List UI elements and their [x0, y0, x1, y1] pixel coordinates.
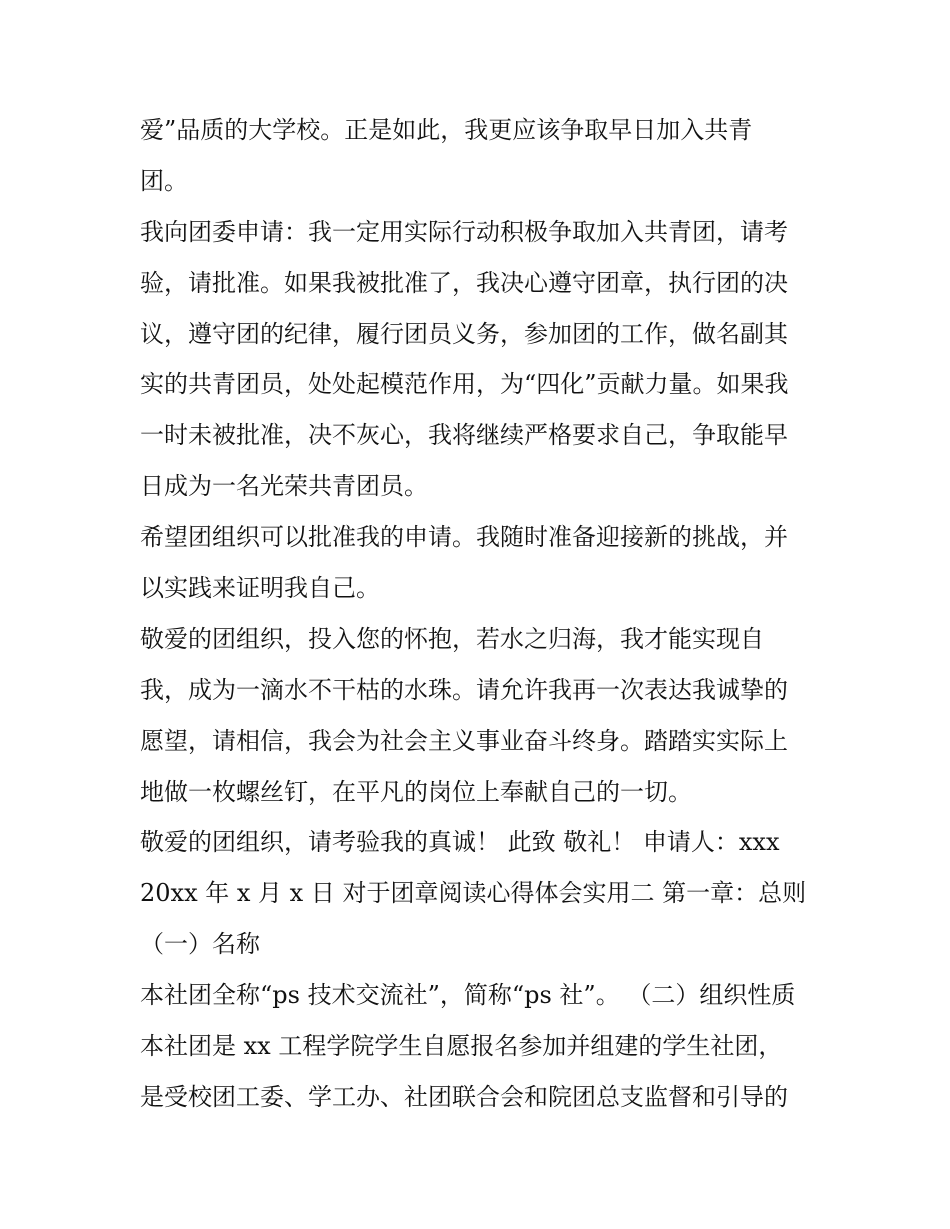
text-line: 一时未被批准，决不灰心，我将继续严格要求自己，争取能早	[140, 421, 788, 450]
document-body	[140, 105, 820, 1123]
text-line: 议，遵守团的纪律，履行团员义务，参加团的工作，做名副其	[140, 319, 788, 348]
text-line: 愿望，请相信，我会为社会主义事业奋斗终身。踏踏实实际上	[140, 726, 788, 755]
text-line: 本社团全称“ps 技术交流社”，简称“ps 社”。 （二）组织性质	[140, 981, 796, 1010]
text-line: 验，请批准。如果我被批准了，我决心遵守团章，执行团的决	[140, 268, 788, 297]
text-line: 20xx 年 x 月 x 日 对于团章阅读心得体会实用二 第一章：总则	[140, 879, 807, 908]
text-line: （一）名称	[140, 930, 260, 959]
text-line: 地做一枚螺丝钉，在平凡的岗位上奉献自己的一切。	[140, 777, 692, 806]
text-line: 我向团委申请：我一定用实际行动积极争取加入共青团，请考	[140, 217, 788, 246]
text-line: 本社团是 xx 工程学院学生自愿报名参加并组建的学生社团，	[140, 1032, 783, 1061]
text-line: 希望团组织可以批准我的申请。我随时准备迎接新的挑战，并	[140, 523, 788, 552]
text-line: 敬爱的团组织，投入您的怀抱，若水之归海，我才能实现自	[140, 624, 764, 653]
text-line: 我，成为一滴水不干枯的水珠。请允许我再一次表达我诚挚的	[140, 675, 788, 704]
text-line: 日成为一名光荣共青团员。	[140, 472, 428, 501]
text-line: 是受校团工委、学工办、社团联合会和院团总支监督和引导的	[140, 1082, 788, 1111]
text-line: 以实践来证明我自己。	[140, 574, 380, 603]
text-line: 爱”品质的大学校。正是如此，我更应该争取早日加入共青	[140, 116, 753, 144]
text-line: 实的共青团员，处处起模范作用，为“四化”贡献力量。如果我	[140, 370, 789, 399]
text-line: 团。	[140, 166, 188, 195]
text-line: 敬爱的团组织，请考验我的真诚！ 此致 敬礼！ 申请人：xxx	[140, 828, 780, 857]
